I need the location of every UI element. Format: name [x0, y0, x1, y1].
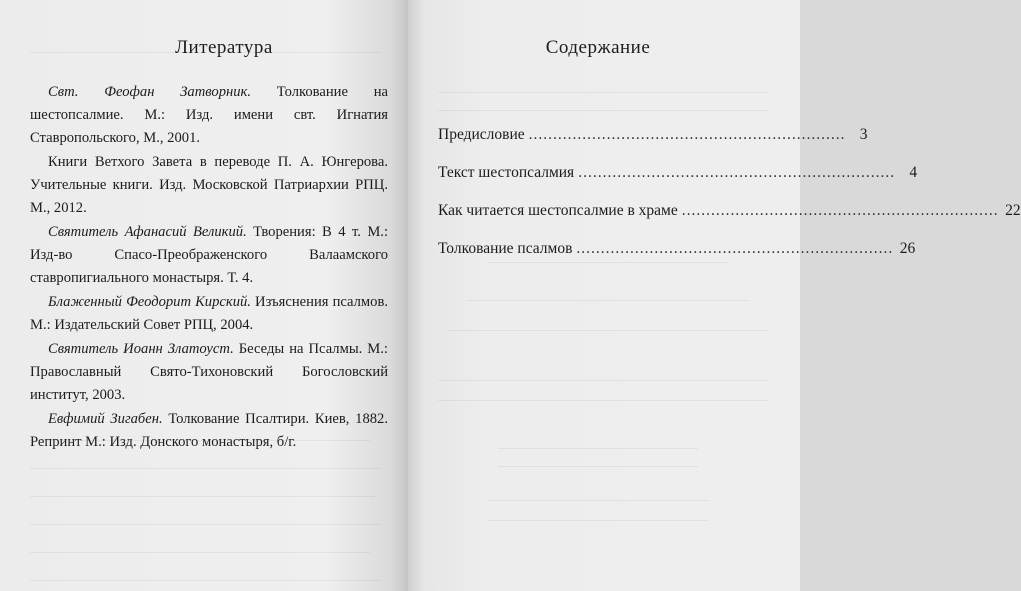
show-through-line: [438, 400, 768, 401]
toc-entry-page: 26: [899, 240, 916, 257]
show-through-line: [498, 466, 698, 467]
toc-leader-dots: .................................................................: [578, 164, 896, 181]
show-through-line: [30, 496, 375, 497]
toc-entry-page: 3: [859, 126, 868, 143]
show-through-line: [438, 92, 768, 93]
show-through-line: [30, 552, 370, 553]
bibliography-entry: Книги Ветхого Завета в переводе П. А. Юнгерова. Учительные книги. Изд. Московской Патриархии РПЦ. М., 2012.: [30, 154, 388, 216]
toc-entry[interactable]: [438, 240, 916, 258]
toc-entry[interactable]: [438, 126, 868, 144]
show-through-line: [30, 580, 380, 581]
left-page: [0, 0, 408, 591]
table-of-contents: [426, 126, 1021, 258]
show-through-line: [498, 448, 698, 449]
bibliography-entry: Блаженный Феодорит Кирский. Изъяснения псалмов. М.: Издательский Совет РПЦ, 2004.: [30, 294, 388, 333]
toc-leader-dots: .................................................................: [576, 240, 894, 257]
show-through-line: [488, 520, 708, 521]
toc-entry-title: Как читается шестопсалмие в храме: [438, 202, 678, 219]
show-through-line: [30, 524, 380, 525]
toc-entry-title: Предисловие: [438, 126, 525, 143]
show-through-line: [30, 468, 380, 469]
bibliography-list: [30, 81, 388, 454]
show-through-line: [488, 262, 728, 263]
show-through-line: [448, 330, 768, 331]
toc-leader-dots: .................................................................: [528, 126, 846, 143]
toc-entry-page: 22: [1005, 202, 1021, 219]
bibliography-heading: Литература: [175, 37, 273, 58]
toc-leader-dots: .................................................................: [681, 202, 999, 219]
show-through-line: [488, 500, 708, 501]
show-through-line: [438, 110, 768, 111]
toc-entry-title: Текст шестопсалмия: [438, 164, 575, 181]
show-through-line: [30, 52, 380, 53]
toc-entry-page: 4: [909, 164, 918, 181]
show-through-line: [468, 300, 748, 301]
toc-entry[interactable]: [438, 202, 1021, 220]
bibliography-entry: Свт. Феофан Затворник. Толкование на шестопсалмие. М.: Изд. имени свт. Игнатия Ставропольского, М., 2001.: [30, 84, 388, 146]
show-through-line: [30, 440, 370, 441]
bibliography-entry: Святитель Афанасий Великий. Творения: В 4 т. М.: Изд-во Спасо-Преображенского Валаамского ставропигиального монастыря. Т. 4.: [30, 224, 388, 286]
bibliography-entry: Евфимий Зигабен. Толкование Псалтири. Киев, 1882. Репринт М.: Изд. Донского монастыря, б/г.: [30, 411, 388, 450]
contents-heading: Содержание: [545, 37, 651, 58]
show-through-line: [438, 380, 768, 381]
right-page: [408, 0, 1021, 591]
bibliography-entry: Святитель Иоанн Златоуст. Беседы на Псалмы. М.: Православный Свято-Тихоновский Богословский институт, 2003.: [30, 341, 388, 403]
toc-entry-title: Толкование псалмов: [438, 240, 573, 257]
toc-entry[interactable]: [438, 164, 918, 182]
